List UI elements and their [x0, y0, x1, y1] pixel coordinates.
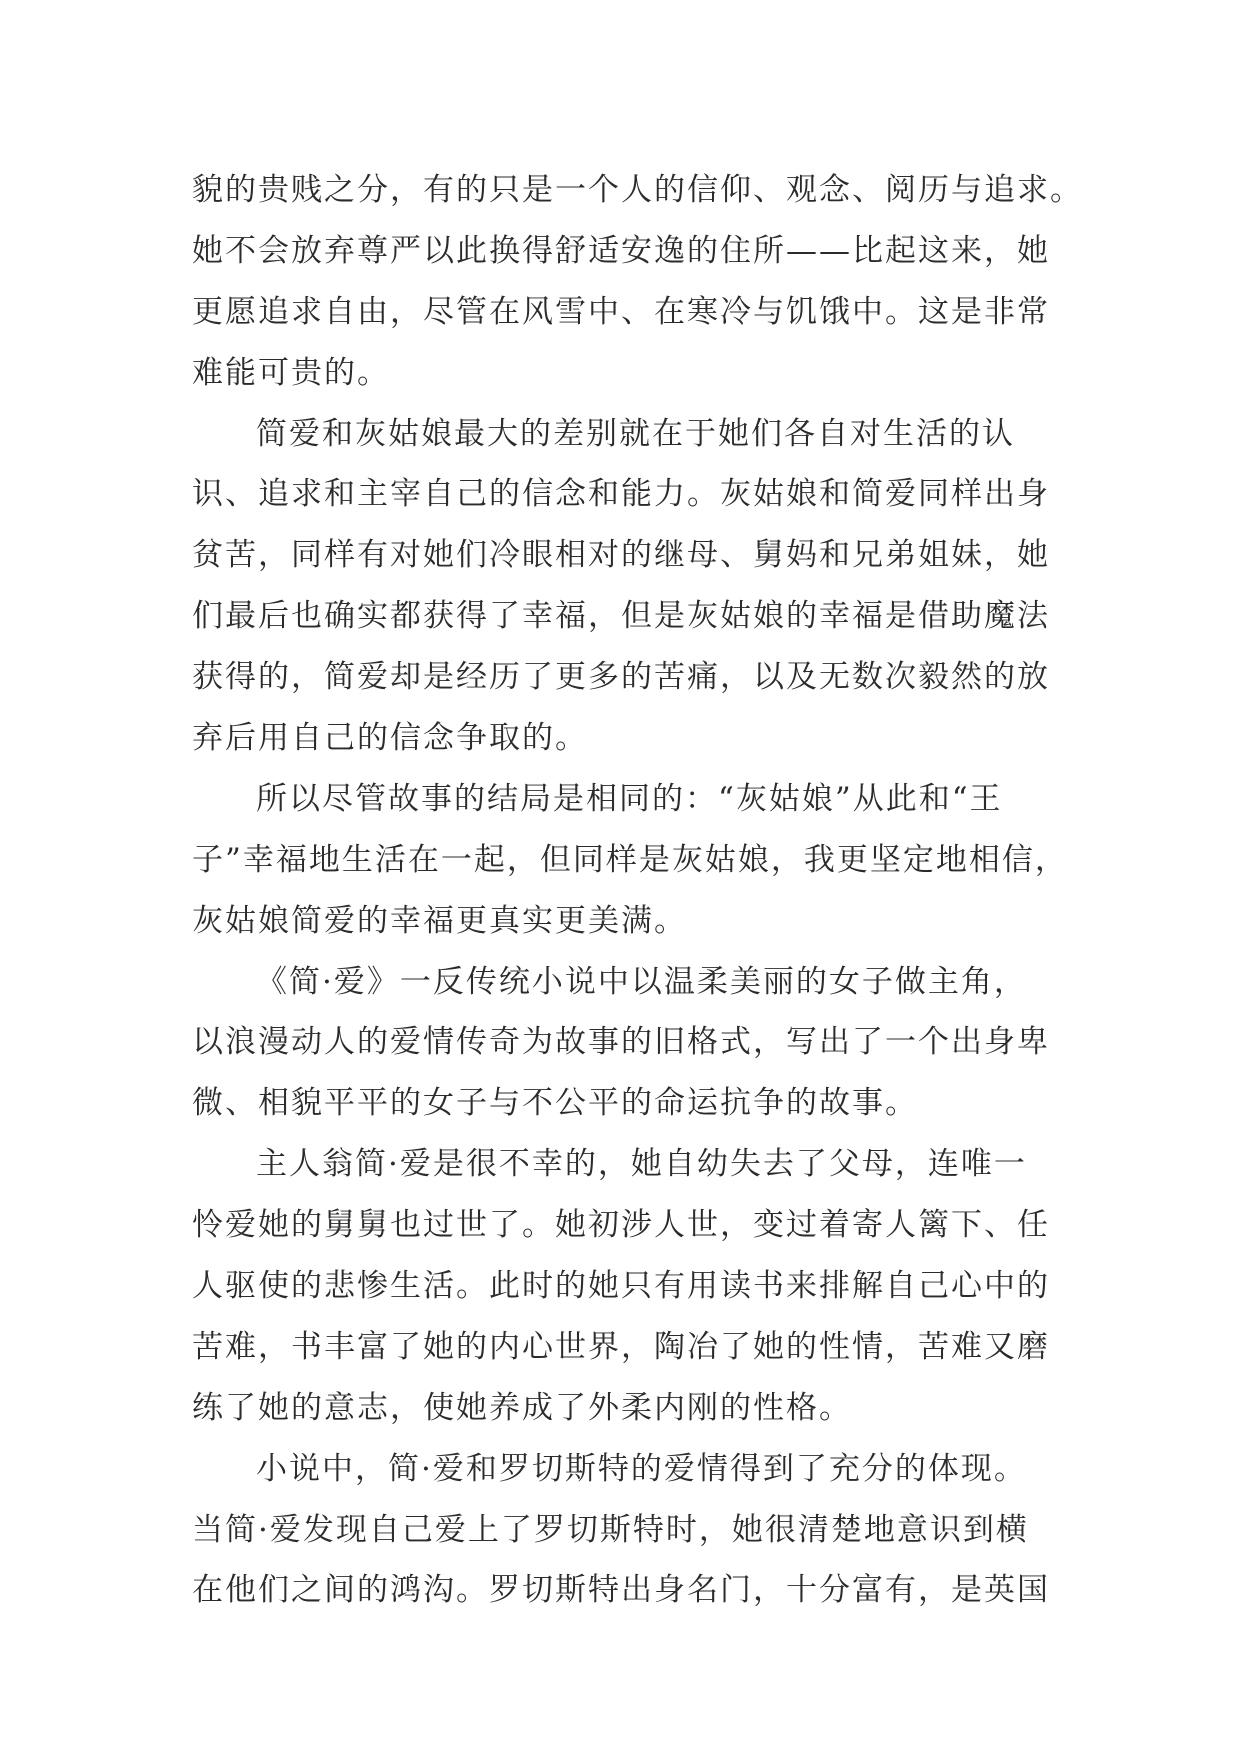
- text-line: 人驱使的悲惨生活。此时的她只有用读书来排解自己心中的: [192, 1268, 1050, 1305]
- text-line: 们最后也确实都获得了幸福，但是灰姑娘的幸福是借助魔法: [192, 598, 1050, 635]
- text-line: 灰姑娘简爱的幸福更真实更美满。: [192, 902, 687, 939]
- text-line: 以浪漫动人的爱情传奇为故事的旧格式，写出了一个出身卑: [192, 1024, 1050, 1061]
- text-line: 当简·爱发现自己爱上了罗切斯特时，她很清楚地意识到横: [192, 1511, 1029, 1548]
- text-line: 获得的，简爱却是经历了更多的苦痛，以及无数次毅然的放: [192, 659, 1050, 696]
- text-line: 苦难，书丰富了她的内心世界，陶冶了她的性情，苦难又磨: [192, 1328, 1050, 1365]
- essay-body: [192, 160, 1083, 1621]
- text-line: 难能可贵的。: [192, 354, 390, 391]
- text-line: 练了她的意志，使她养成了外柔内刚的性格。: [192, 1389, 852, 1426]
- text-line: 更愿追求自由，尽管在风雪中、在寒冷与饥饿中。这是非常: [192, 293, 1050, 330]
- text-line: 在他们之间的鸿沟。罗切斯特出身名门，十分富有，是英国: [192, 1572, 1050, 1609]
- paragraph-first-line: 小说中，简·爱和罗切斯特的爱情得到了充分的体现。: [256, 1450, 1027, 1487]
- text-line: 贫苦，同样有对她们冷眼相对的继母、舅妈和兄弟姐妹，她: [192, 537, 1050, 574]
- text-line: 子”幸福地生活在一起，但同样是灰姑娘，我更坚定地相信，: [192, 841, 1068, 878]
- paragraph-first-line: 主人翁简·爱是很不幸的，她自幼失去了父母，连唯一: [256, 1146, 1027, 1183]
- text-line: 她不会放弃尊严以此换得舒适安逸的住所——比起这来，她: [192, 232, 1050, 269]
- paragraph-first-line: 所以尽管故事的结局是相同的：“灰姑娘”从此和“王: [256, 780, 1003, 817]
- paragraph-first-line: 《简·爱》一反传统小说中以温柔美丽的女子做主角，: [256, 963, 1027, 1000]
- text-line: 识、追求和主宰自己的信念和能力。灰姑娘和简爱同样出身: [192, 476, 1050, 513]
- text-line: 怜爱她的舅舅也过世了。她初涉人世，变过着寄人篱下、任: [192, 1207, 1050, 1244]
- paragraph-first-line: 简爱和灰姑娘最大的差别就在于她们各自对生活的认: [256, 415, 1015, 452]
- text-line: 微、相貌平平的女子与不公平的命运抗争的故事。: [192, 1085, 918, 1122]
- text-line: 貌的贵贱之分，有的只是一个人的信仰、观念、阅历与追求。: [192, 172, 1083, 208]
- text-line: 弃后用自己的信念争取的。: [192, 720, 588, 757]
